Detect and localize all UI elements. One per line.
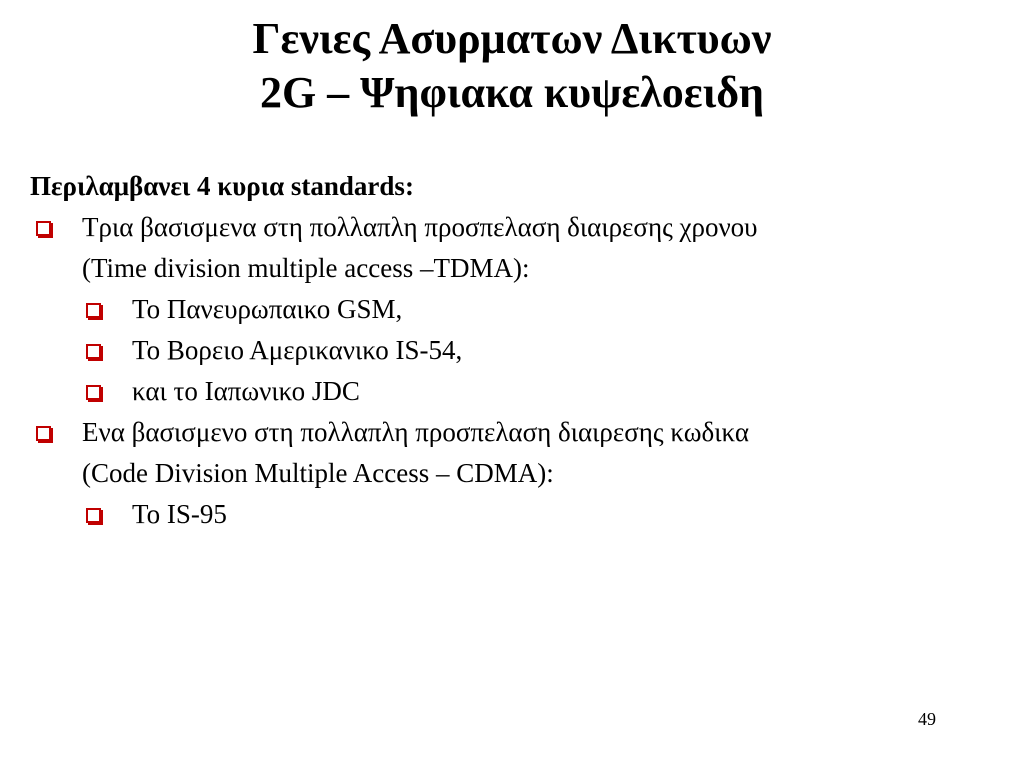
slide-title-line-1: Γενιες Ασυρματων Δικτυων <box>252 14 772 63</box>
page-number: 49 <box>918 709 936 729</box>
bullet-item-text: Το IS-95 <box>132 499 227 529</box>
sub-bullet-item-is54 <box>30 330 990 371</box>
bullet-item-text: Το Βορειο Αμερικανικο IS-54, <box>132 335 463 365</box>
slide-title-line-2: 2G – Ψηφιακα κυψελοειδη <box>259 68 765 117</box>
slide-title <box>0 12 1024 120</box>
bullet-item-cdma <box>30 412 990 494</box>
bullet-item-text: (Time division multiple access –TDMA): <box>82 253 530 283</box>
hollow-square-bullet-icon <box>36 426 51 441</box>
hollow-square-bullet-icon <box>86 508 101 523</box>
bullet-item-text: και το Ιαπωνικο JDC <box>132 376 360 406</box>
hollow-square-bullet-icon <box>86 303 101 318</box>
bullet-item-tdma <box>30 207 990 289</box>
hollow-square-bullet-icon <box>86 385 101 400</box>
bullet-item-text: Το Πανευρωπαικο GSM, <box>132 294 403 324</box>
sub-bullet-item-gsm <box>30 289 990 330</box>
sub-bullet-item-jdc <box>30 371 990 412</box>
bullet-item-text: (Code Division Multiple Access – CDMA): <box>82 458 554 488</box>
hollow-square-bullet-icon <box>36 221 51 236</box>
slide-body <box>30 166 990 535</box>
sub-bullet-item-is95 <box>30 494 990 535</box>
hollow-square-bullet-icon <box>86 344 101 359</box>
bullet-item-text: Τρια βασισμενα στη πολλαπλη προσπελαση διαιρεσης χρονου <box>82 212 758 242</box>
intro-text: Περιλαμβανει 4 κυρια standards: <box>30 171 414 201</box>
bullet-item-text: Ενα βασισμενο στη πολλαπλη προσπελαση διαιρεσης κωδικα <box>82 417 749 447</box>
